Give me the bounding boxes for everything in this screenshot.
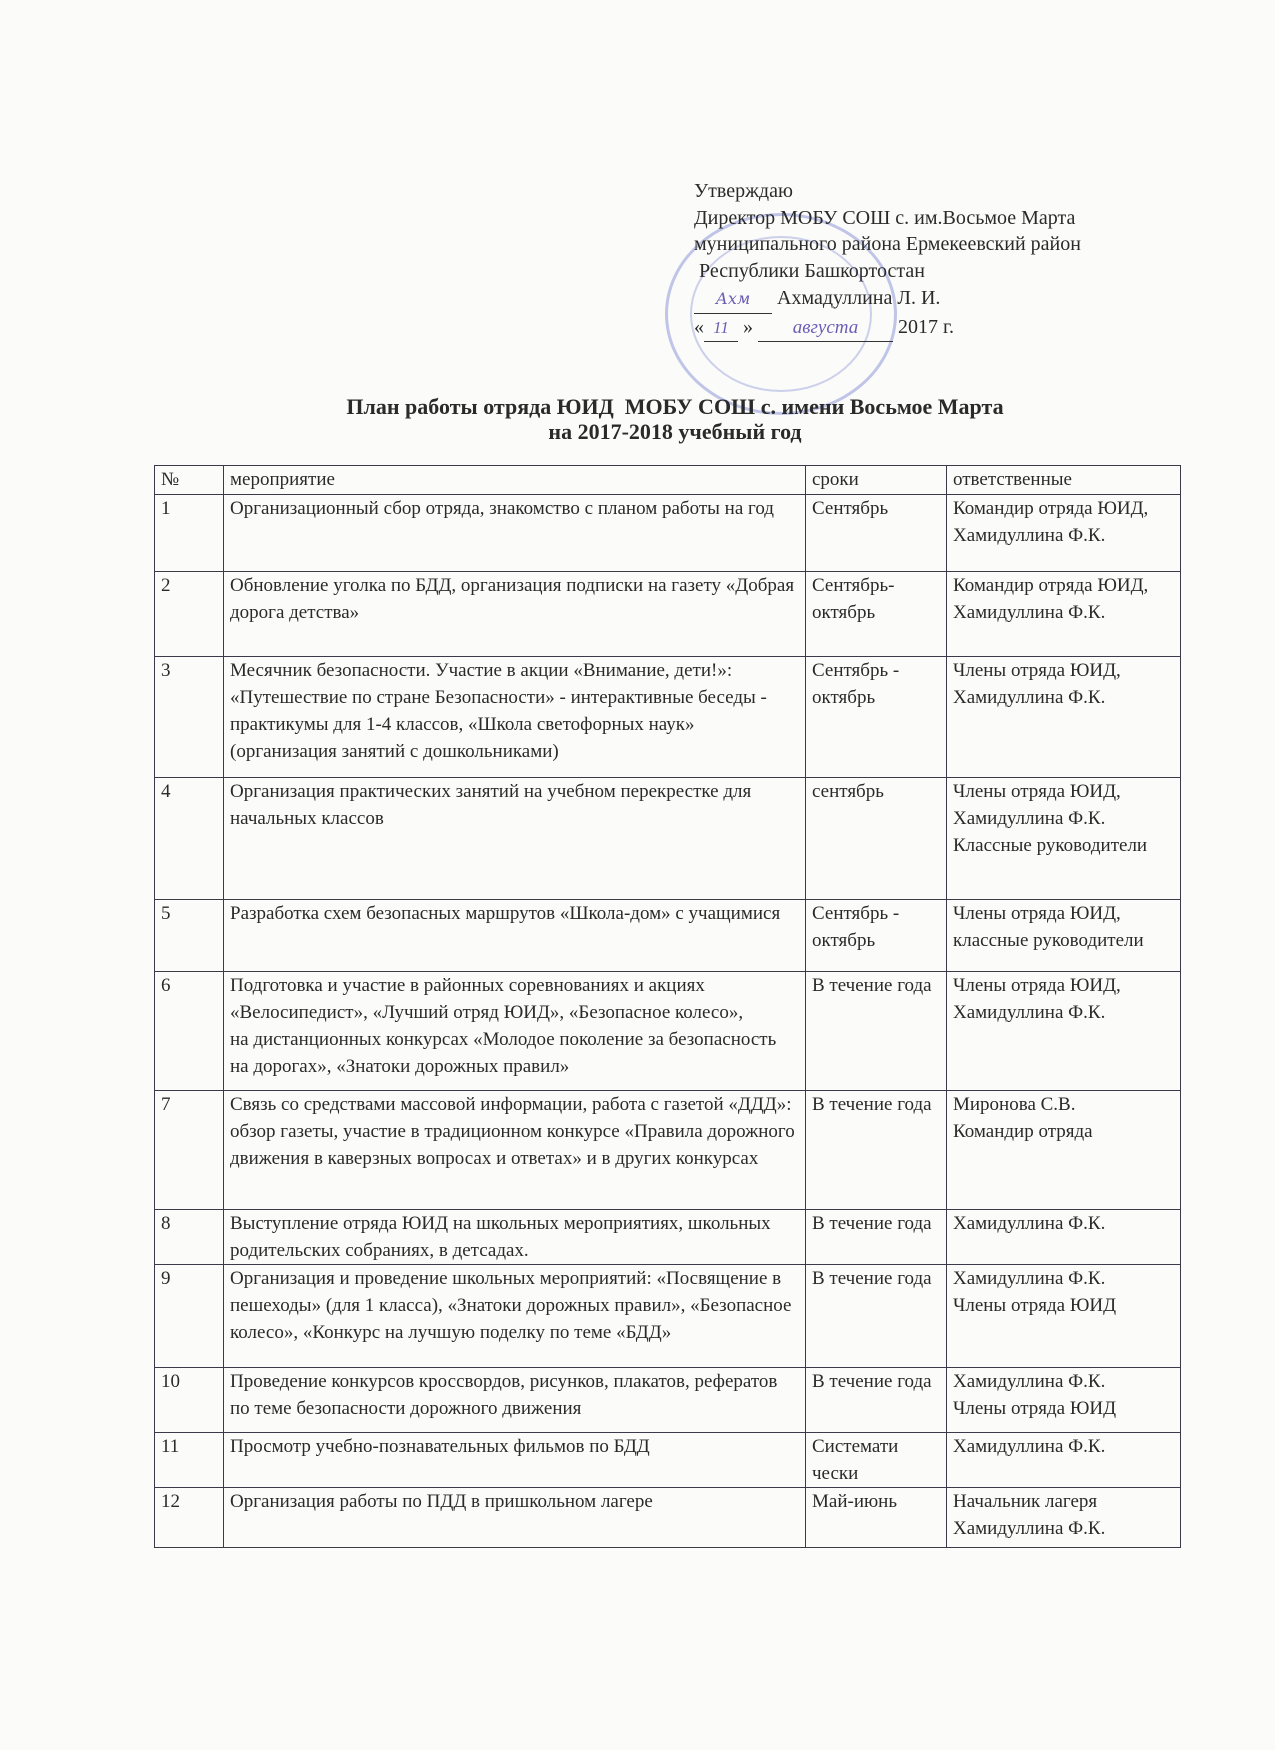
title-line-1: План работы отряда ЮИД МОБУ СОШ с. имени Восьмое Марта [346, 394, 1004, 419]
handwritten-signature: Ахм [694, 286, 772, 314]
table-row [155, 972, 1181, 1091]
cell-term: Сентябрь-октябрь [806, 572, 947, 657]
cell-event: Организация и проведение школьных мероприятий: «Посвящение в пешеходы» (для 1 класса), «Знатоки дорожных правил», «Безопасное колесо», «Конкурс на лучшую поделку по теме «БДД» [224, 1265, 806, 1368]
header-event: мероприятие [224, 466, 806, 495]
cell-term: В течение года [806, 1265, 947, 1368]
cell-event: Выступление отряда ЮИД на школьных мероприятиях, школьных родительских собраниях, в детсадах. [224, 1210, 806, 1265]
approval-block [694, 178, 1081, 342]
cell-event: Подготовка и участие в районных соревнованиях и акциях «Велосипедист», «Лучший отряд ЮИД», «Безопасное колесо», на дистанционных конкурсах «Молодое поколение за безопасность на дорогах», «Знатоки дорожных правил» [224, 972, 806, 1091]
date-close-quote: » [738, 315, 753, 338]
table-row [155, 495, 1181, 572]
table-row [155, 778, 1181, 900]
cell-event: Просмотр учебно-познавательных фильмов по БДД [224, 1433, 806, 1488]
table-row [155, 1210, 1181, 1265]
cell-term: Сентябрь - октябрь [806, 900, 947, 972]
cell-term: Сентябрь - октябрь [806, 657, 947, 778]
cell-resp: Хамидуллина Ф.К. [947, 1433, 1181, 1488]
cell-n: 2 [155, 572, 224, 657]
cell-resp: Члены отряда ЮИД, Хамидуллина Ф.К. Классные руководители [947, 778, 1181, 900]
date-year: 2017 г. [898, 315, 954, 338]
cell-n: 1 [155, 495, 224, 572]
approval-signature-line [694, 285, 1081, 314]
cell-resp: Члены отряда ЮИД, Хамидуллина Ф.К. [947, 657, 1181, 778]
table-row [155, 1265, 1181, 1368]
cell-n: 6 [155, 972, 224, 1091]
table-row [155, 1488, 1181, 1548]
cell-event: Проведение конкурсов кроссвордов, рисунков, плакатов, рефератов по теме безопасности дорожного движения [224, 1368, 806, 1433]
cell-n: 9 [155, 1265, 224, 1368]
table-row [155, 1368, 1181, 1433]
cell-term: В течение года [806, 1210, 947, 1265]
plan-table [154, 465, 1181, 1548]
date-day: 11 [704, 315, 738, 343]
table-row [155, 657, 1181, 778]
table-row [155, 900, 1181, 972]
cell-resp: Члены отряда ЮИД, Хамидуллина Ф.К. [947, 972, 1181, 1091]
cell-resp: Члены отряда ЮИД, классные руководители [947, 900, 1181, 972]
date-open-quote: « [694, 315, 704, 338]
header-term: сроки [806, 466, 947, 495]
cell-term: Май-июнь [806, 1488, 947, 1548]
cell-resp: Командир отряда ЮИД, Хамидуллина Ф.К. [947, 495, 1181, 572]
cell-n: 12 [155, 1488, 224, 1548]
cell-event: Организация работы по ПДД в пришкольном лагере [224, 1488, 806, 1548]
cell-resp: Начальник лагеря Хамидуллина Ф.К. [947, 1488, 1181, 1548]
cell-n: 4 [155, 778, 224, 900]
cell-term: В течение года [806, 1091, 947, 1210]
approval-district: муниципального района Ермекеевский район [694, 233, 1081, 256]
cell-resp: Хамидуллина Ф.К. [947, 1210, 1181, 1265]
header-responsible: ответственные [947, 466, 1181, 495]
cell-n: 8 [155, 1210, 224, 1265]
approval-director: Директор МОБУ СОШ с. им.Восьмое Марта [694, 206, 1076, 229]
cell-term: сентябрь [806, 778, 947, 900]
cell-n: 7 [155, 1091, 224, 1210]
cell-term: Системати чески [806, 1433, 947, 1488]
signer-name: Ахмадуллина Л. И. [777, 286, 941, 309]
table-row [155, 1091, 1181, 1210]
document-title [0, 394, 1275, 444]
cell-event: Обновление уголка по БДД, организация подписки на газету «Добрая дорога детства» [224, 572, 806, 657]
cell-resp: Командир отряда ЮИД, Хамидуллина Ф.К. [947, 572, 1181, 657]
cell-n: 3 [155, 657, 224, 778]
cell-term: Сентябрь [806, 495, 947, 572]
approval-republic: Республики Башкортостан [694, 260, 925, 283]
approval-heading: Утверждаю [694, 180, 793, 202]
cell-resp: Миронова С.В. Командир отряда [947, 1091, 1181, 1210]
approval-date [694, 314, 1081, 343]
cell-term: В течение года [806, 1368, 947, 1433]
cell-event: Организационный сбор отряда, знакомство с планом работы на год [224, 495, 806, 572]
cell-n: 10 [155, 1368, 224, 1433]
cell-resp: Хамидуллина Ф.К. Члены отряда ЮИД [947, 1265, 1181, 1368]
cell-n: 5 [155, 900, 224, 972]
date-month: августа [758, 315, 893, 343]
cell-event: Связь со средствами массовой информации, работа с газетой «ДДД»: обзор газеты, участие в традиционном конкурсе «Правила дорожного движения в каверзных вопросах и ответах» и в других конкурсах [224, 1091, 806, 1210]
table-row [155, 572, 1181, 657]
header-number: № [155, 466, 224, 495]
cell-event: Разработка схем безопасных маршрутов «Школа-дом» с учащимися [224, 900, 806, 972]
table-header-row [155, 466, 1181, 495]
cell-term: В течение года [806, 972, 947, 1091]
title-line-2: на 2017-2018 учебный год [548, 419, 802, 444]
table-row [155, 1433, 1181, 1488]
cell-event: Организация практических занятий на учебном перекрестке для начальных классов [224, 778, 806, 900]
cell-resp: Хамидуллина Ф.К. Члены отряда ЮИД [947, 1368, 1181, 1433]
cell-event: Месячник безопасности. Участие в акции «Внимание, дети!»: «Путешествие по стране Безопасности» - интерактивные беседы - практикумы для 1-4 классов, «Школа светофорных наук» (организация занятий с дошкольниками) [224, 657, 806, 778]
cell-n: 11 [155, 1433, 224, 1488]
